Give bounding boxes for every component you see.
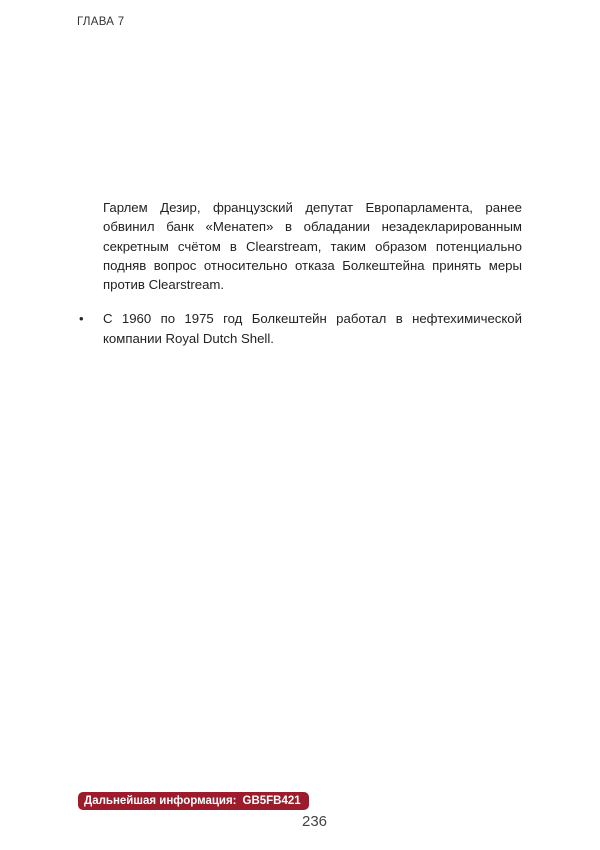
further-info-code: GB5FB421 [242,795,301,807]
bullet-text: С 1960 по 1975 год Болкештейн работал в нефтехимической компании Royal Dutch Shell. [103,311,522,346]
body-paragraph: Гарлем Дезир, французский депутат Европарламента, ранее обвинил банк «Менатеп» в обладании незадекларированным секретным счётом в Clearstream, таким образом потенциально подняв вопрос относительно отказа Болкештейна принять меры против Clearstream. [103,200,522,293]
page-body [79,198,522,348]
further-info-label: Дальнейшая информация: [84,795,237,807]
bullet-icon: • [79,311,84,327]
chapter-header: ГЛАВА 7 [77,16,125,28]
bullet-list [79,309,522,348]
page-number: 236 [302,813,328,830]
bullet-item [79,309,522,348]
further-info-banner[interactable] [78,792,309,810]
